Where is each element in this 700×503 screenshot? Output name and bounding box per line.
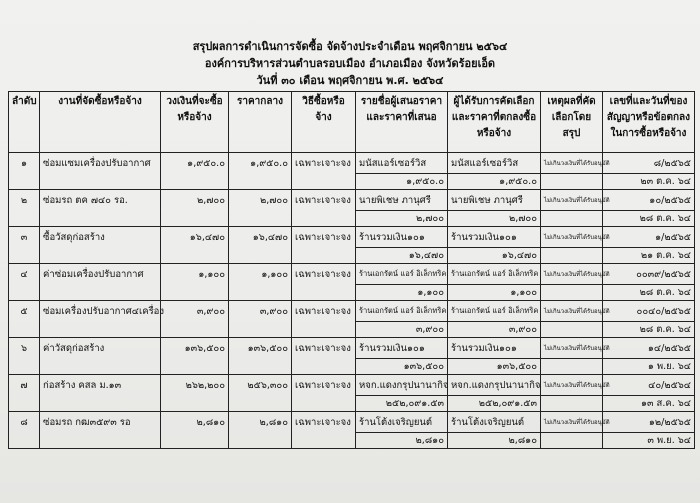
job-description: ซ่อมรถ กฒ๓๕๙๓ รอ: [40, 412, 161, 433]
job-description: ซื้อวัสดุก่อสร้าง: [40, 227, 161, 248]
selection-reason: ไม่เกินวงเงินที่ได้รับอนุมัติ: [541, 301, 603, 322]
median-price: ๑,๑๐๐: [229, 264, 292, 285]
col-header-winner: ผู้ได้รับการคัดเลือกและราคาที่ตกลงซื้อหรือจ้าง: [448, 92, 541, 153]
budget-amount: ๒๖๒,๒๐๐: [161, 375, 229, 396]
selection-reason: ไม่เกินวงเงินที่ได้รับอนุมัติ: [541, 190, 603, 211]
bid-price: ๑,๑๐๐: [356, 285, 448, 301]
bidder-name: มนัสแอร์เซอร์วิส: [356, 153, 448, 174]
bid-price: ๑๖,๔๗๐: [356, 248, 448, 264]
table-body: [9, 153, 695, 449]
job-description: ก่อสร้าง คสล ม.๑๓: [40, 375, 161, 396]
row-number: ๔: [9, 264, 40, 285]
median-price: ๓,๙๐๐: [229, 301, 292, 322]
selection-reason: ไม่เกินวงเงินที่ได้รับอนุมัติ: [541, 227, 603, 248]
winning-price: ๒,๘๑๐: [448, 433, 541, 449]
col-header-bidders: รายชื่อผู้เสนอราคาและราคาที่เสนอ: [356, 92, 448, 153]
bid-price: ๑,๙๕๐.๐: [356, 174, 448, 190]
procurement-method: เฉพาะเจาะจง: [292, 264, 356, 285]
table-row-sub: [9, 396, 695, 412]
table-row-sub: [9, 248, 695, 264]
col-header-median-price: ราคากลาง: [229, 92, 292, 153]
contract-number: ๔๐/๒๕๖๔: [603, 375, 695, 396]
winning-price: ๑๖,๔๗๐: [448, 248, 541, 264]
contract-date: ๑ พ.ย. ๖๔: [603, 359, 695, 375]
report-date: วันที่ ๓๐ เดือน พฤศจิกายน พ.ศ. ๒๕๖๔: [256, 74, 444, 87]
winner-name: ร้านเอกรัตน์ แอร์ อิเล็กทริค: [448, 301, 541, 322]
winner-name: นายพิเชษ ภานุศรี: [448, 190, 541, 211]
procurement-method: เฉพาะเจาะจง: [292, 338, 356, 359]
median-price: ๒,๗๐๐: [229, 190, 292, 211]
bidder-name: ร้านเอกรัตน์ แอร์ อิเล็กทริค: [356, 301, 448, 322]
bid-price: ๒,๘๑๐: [356, 433, 448, 449]
selection-reason: ไม่เกินวงเงินที่ได้รับอนุมัติ: [541, 412, 603, 433]
job-description: ซ่อมเครื่องปรับอากาศ๔เครื่อง: [40, 301, 161, 322]
contract-number: ๑๒/๒๕๖๕: [603, 412, 695, 433]
row-number: ๕: [9, 301, 40, 322]
table-row: [9, 264, 695, 285]
table-row: [9, 227, 695, 248]
table-row: [9, 190, 695, 211]
contract-date: ๒๘ ต.ค. ๖๔: [603, 211, 695, 227]
budget-amount: ๓,๙๐๐: [161, 301, 229, 322]
procurement-method: เฉพาะเจาะจง: [292, 153, 356, 174]
contract-number: ๑๐/๒๕๖๕: [603, 190, 695, 211]
col-header-method: วิธีซื้อหรือจ้าง: [292, 92, 356, 153]
procurement-table: [8, 91, 695, 449]
contract-number: ๑/๒๕๖๕: [603, 227, 695, 248]
contract-date: ๒๑ ต.ค. ๖๔: [603, 248, 695, 264]
winning-price: ๓,๙๐๐: [448, 322, 541, 338]
contract-number: ๘/๒๕๖๕: [603, 153, 695, 174]
col-header-job: งานที่จัดซื้อหรือจ้าง: [40, 92, 161, 153]
bidder-name: ร้านรวมเงิน๑๐๑: [356, 338, 448, 359]
winner-name: ร้านโต้งเจริญยนต์: [448, 412, 541, 433]
table-row-sub: [9, 285, 695, 301]
winner-name: หจก.แดงกรุปนานากิจ: [448, 375, 541, 396]
table-header-row: [9, 92, 695, 153]
winning-price: ๑,๙๕๐.๐: [448, 174, 541, 190]
winner-name: ร้านเอกรัตน์ แอร์ อิเล็กทริค: [448, 264, 541, 285]
col-header-contract: เลขที่และวันที่ของสัญญาหรือข้อตกลงในการซื้อหรือจ้าง: [603, 92, 695, 153]
col-header-budget: วงเงินที่จะซื้อหรือจ้าง: [161, 92, 229, 153]
median-price: ๑๓๖,๕๐๐: [229, 338, 292, 359]
contract-date: ๑๓ ส.ค. ๖๔: [603, 396, 695, 412]
winner-name: มนัสแอร์เซอร์วิส: [448, 153, 541, 174]
procurement-method: เฉพาะเจาะจง: [292, 227, 356, 248]
contract-date: ๒๘ ต.ค. ๖๔: [603, 285, 695, 301]
row-number: ๒: [9, 190, 40, 211]
median-price: ๒๕๖,๓๐๐: [229, 375, 292, 396]
bidder-name: หจก.แดงกรุปนานากิจ: [356, 375, 448, 396]
table-row-sub: [9, 211, 695, 227]
table-row-sub: [9, 322, 695, 338]
row-number: ๘: [9, 412, 40, 433]
winning-price: ๑๓๖,๕๐๐: [448, 359, 541, 375]
procurement-method: เฉพาะเจาะจง: [292, 190, 356, 211]
selection-reason: ไม่เกินวงเงินที่ได้รับอนุมัติ: [541, 375, 603, 396]
budget-amount: ๑๖,๔๗๐: [161, 227, 229, 248]
contract-number: ๐๐๓๙/๒๕๖๕: [603, 264, 695, 285]
median-price: ๑,๙๕๐.๐: [229, 153, 292, 174]
table-row: [9, 301, 695, 322]
winning-price: ๒๕๒,๐๙๑.๕๓: [448, 396, 541, 412]
col-header-no: ลำดับ: [9, 92, 40, 153]
contract-date: ๒๓ ต.ค. ๖๔: [603, 174, 695, 190]
procurement-method: เฉพาะเจาะจง: [292, 301, 356, 322]
contract-date: ๓ พ.ย. ๖๔: [603, 433, 695, 449]
bid-price: ๒๕๒,๐๙๑.๕๓: [356, 396, 448, 412]
contract-number: ๑๔/๒๕๖๕: [603, 338, 695, 359]
report-title: สรุปผลการดำเนินการจัดซื้อ จัดจ้างประจำเดือน พฤศจิกายน ๒๕๖๔: [192, 40, 508, 53]
winner-name: ร้านรวมเงิน๑๐๑: [448, 227, 541, 248]
job-description: ค่าวัสดุก่อสร้าง: [40, 338, 161, 359]
selection-reason: ไม่เกินวงเงินที่ได้รับอนุมัติ: [541, 153, 603, 174]
budget-amount: ๑,๙๕๐.๐: [161, 153, 229, 174]
row-number: ๖: [9, 338, 40, 359]
median-price: ๑๖,๔๗๐: [229, 227, 292, 248]
row-number: ๗: [9, 375, 40, 396]
bidder-name: นายพิเชษ ภานุศรี: [356, 190, 448, 211]
selection-reason: ไม่เกินวงเงินที่ได้รับอนุมัติ: [541, 338, 603, 359]
bidder-name: ร้านรวมเงิน๑๐๑: [356, 227, 448, 248]
table-row: [9, 338, 695, 359]
winning-price: ๑,๑๐๐: [448, 285, 541, 301]
winner-name: ร้านรวมเงิน๑๐๑: [448, 338, 541, 359]
contract-number: ๐๐๔๐/๒๕๖๕: [603, 301, 695, 322]
bid-price: ๑๓๖,๕๐๐: [356, 359, 448, 375]
bid-price: ๒,๗๐๐: [356, 211, 448, 227]
budget-amount: ๑,๑๐๐: [161, 264, 229, 285]
table-row: [9, 412, 695, 433]
procurement-method: เฉพาะเจาะจง: [292, 375, 356, 396]
row-number: ๑: [9, 153, 40, 174]
table-row-sub: [9, 174, 695, 190]
bidder-name: ร้านโต้งเจริญยนต์: [356, 412, 448, 433]
table-row-sub: [9, 433, 695, 449]
bidder-name: ร้านเอกรัตน์ แอร์ อิเล็กทริค: [356, 264, 448, 285]
job-description: ค่าซ่อมเครื่องปรับอากาศ: [40, 264, 161, 285]
table-row-sub: [9, 359, 695, 375]
row-number: ๓: [9, 227, 40, 248]
budget-amount: ๒,๘๑๐: [161, 412, 229, 433]
budget-amount: ๑๓๖,๕๐๐: [161, 338, 229, 359]
table-row: [9, 153, 695, 174]
organization-name: องค์การบริหารส่วนตำบลรอบเมือง อำเภอเมือง จังหวัดร้อยเอ็ด: [204, 57, 496, 70]
median-price: ๒,๘๑๐: [229, 412, 292, 433]
table-row: [9, 375, 695, 396]
selection-reason: ไม่เกินวงเงินที่ได้รับอนุมัติ: [541, 264, 603, 285]
budget-amount: ๒,๗๐๐: [161, 190, 229, 211]
job-description: ซ่อมแซมเครื่องปรับอากาศ: [40, 153, 161, 174]
job-description: ซ่อมรถ ตค ๗๔๐ รอ.: [40, 190, 161, 211]
procurement-method: เฉพาะเจาะจง: [292, 412, 356, 433]
contract-date: ๒๘ ต.ค. ๖๔: [603, 322, 695, 338]
col-header-reason: เหตุผลที่คัดเลือกโดยสรุป: [541, 92, 603, 153]
winning-price: ๒,๗๐๐: [448, 211, 541, 227]
bid-price: ๓,๙๐๐: [356, 322, 448, 338]
